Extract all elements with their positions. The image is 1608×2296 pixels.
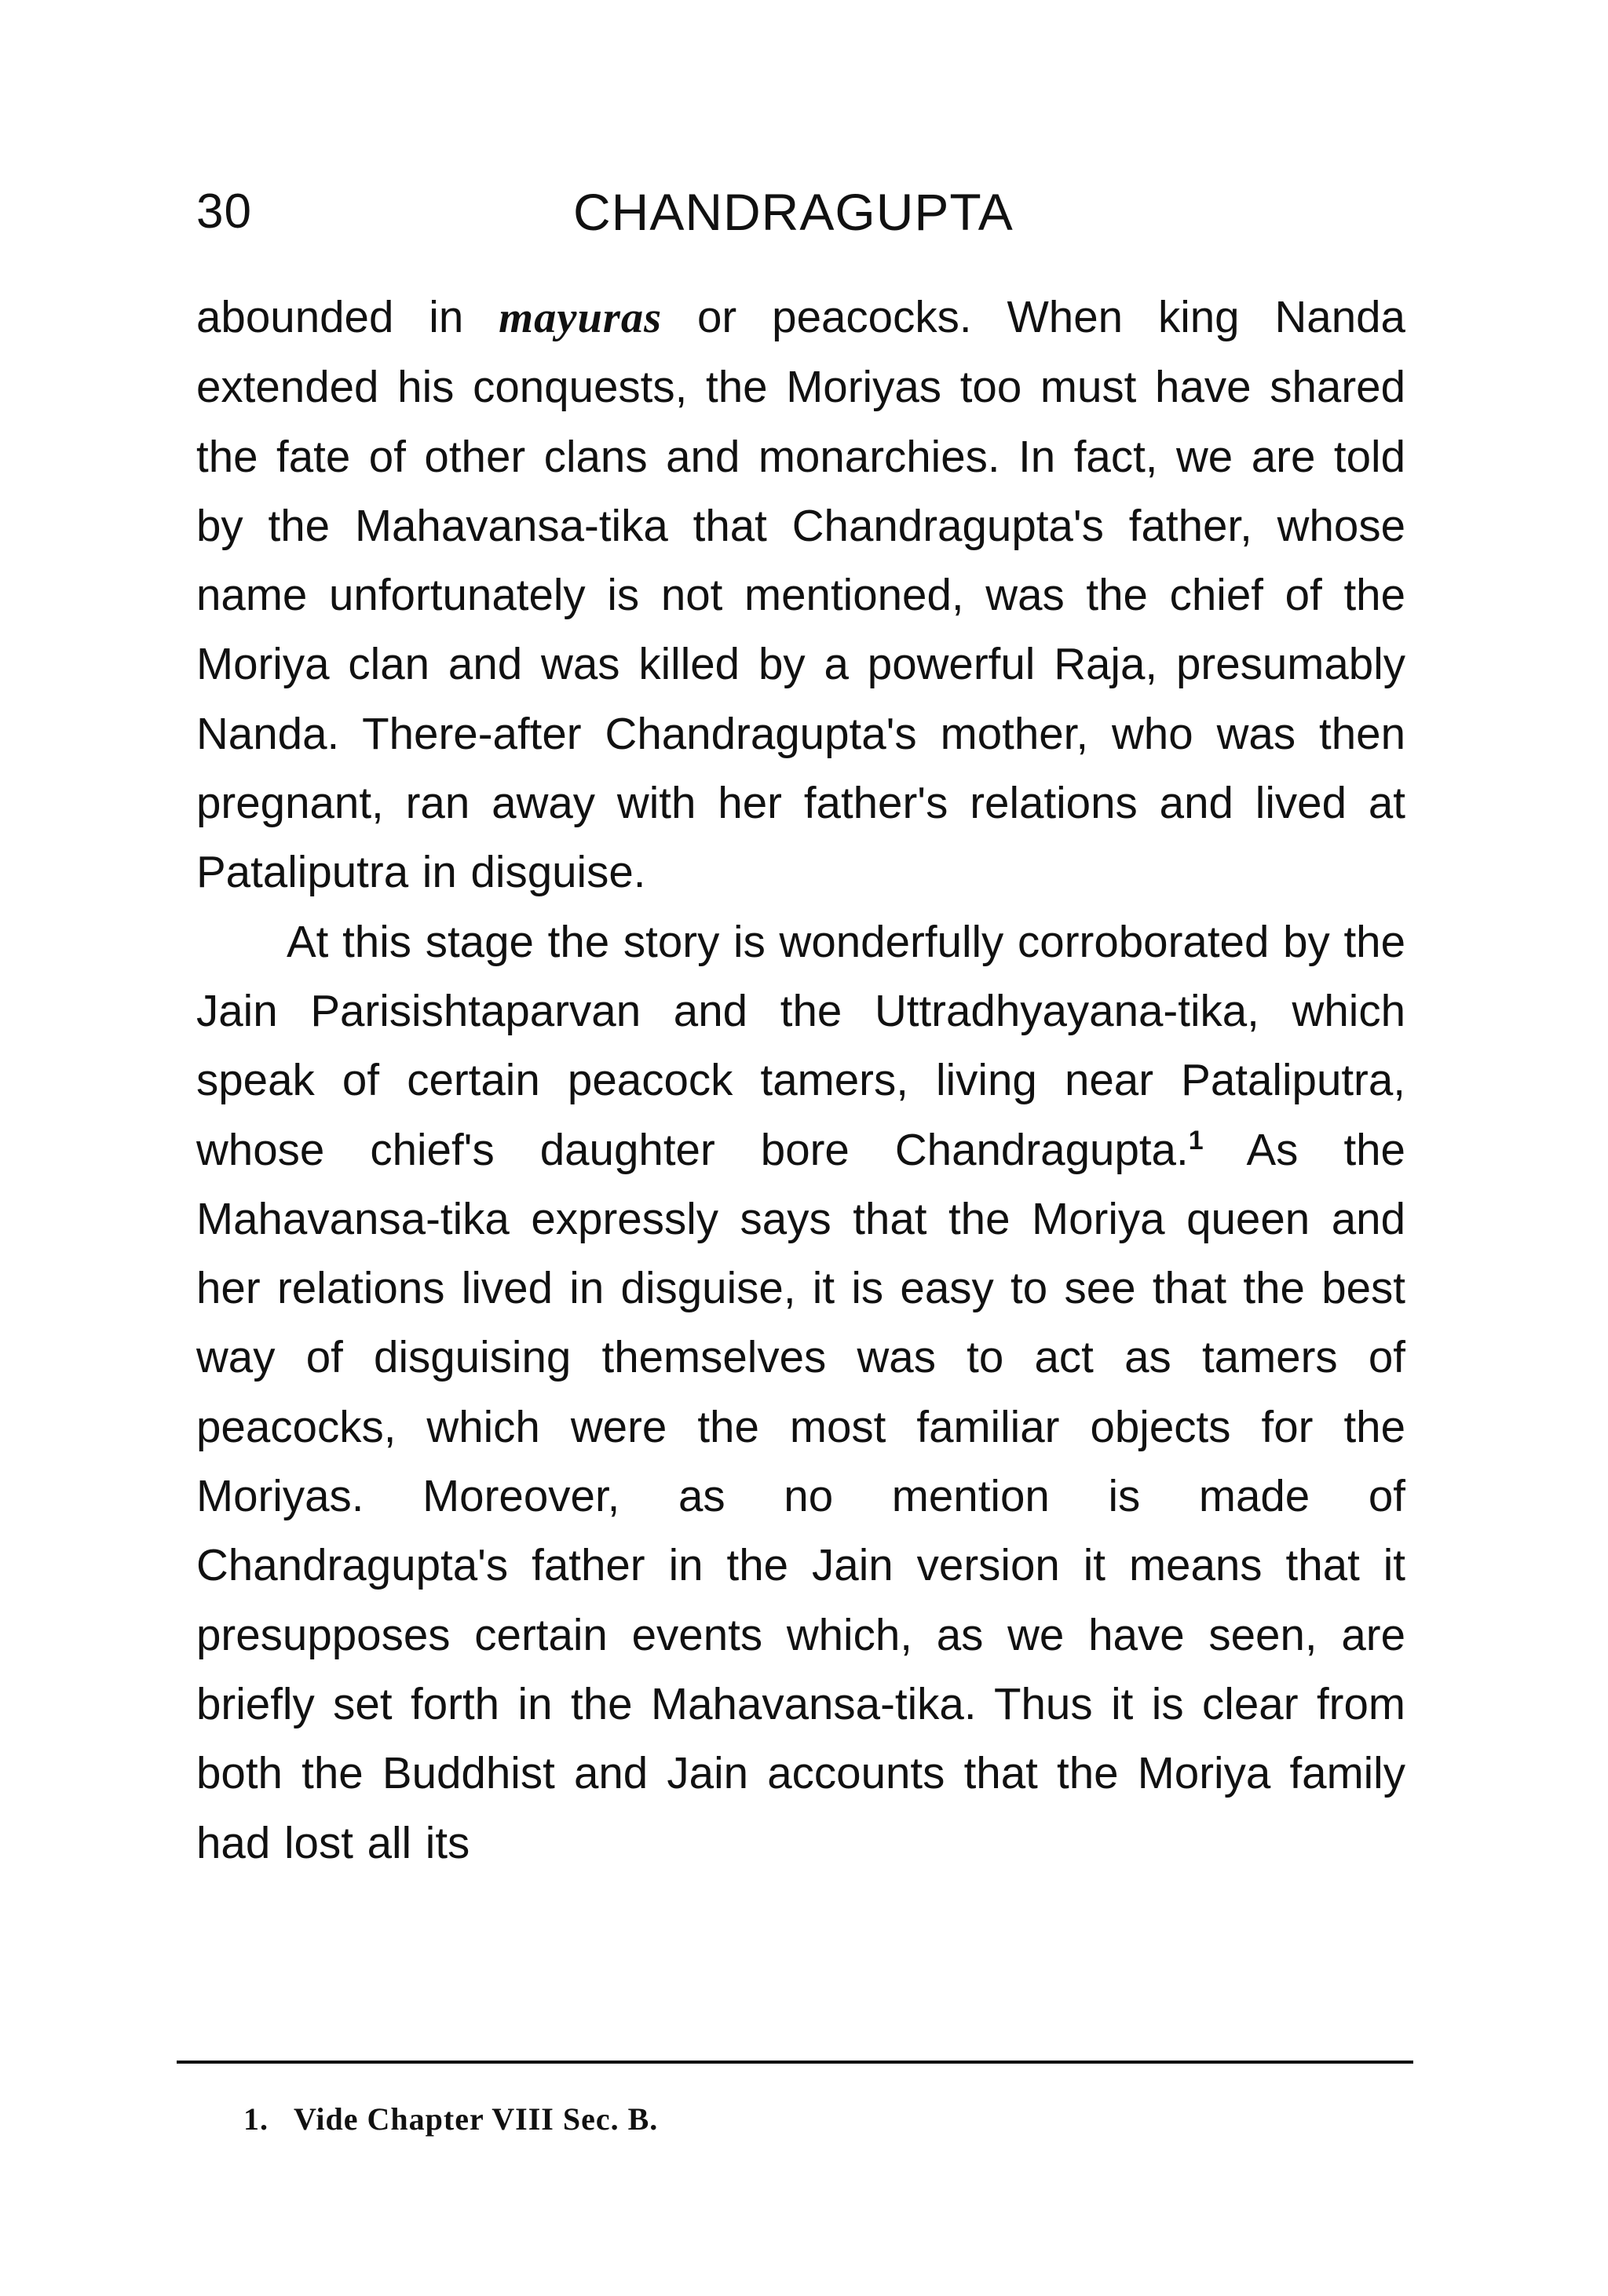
footnote-divider (177, 2061, 1413, 2064)
page-header (196, 177, 1405, 247)
running-title: CHANDRAGUPTA (573, 183, 1014, 241)
footnote-text: Vide Chapter VIII Sec. B. (294, 2101, 659, 2137)
page-number: 30 (196, 184, 252, 239)
italic-term: mayuras (499, 294, 663, 342)
paragraph-1-text-end: or peacocks. When king Nanda extended his conquests, the Moriyas too must have shared the fate of other clans and monarchies. In fact, we are told by the Mahavansa-tika that Chandragupta's father, whose name unfortunately is not mentioned, was the chief of the Moriya clan and was killed by a powerful Raja, presumably Nanda. There-after Chandragupta's mother, who was then pregnant, ran away with her father's relations and lived at Pataliputra in disguise. (196, 292, 1405, 897)
paragraph-2 (196, 907, 1405, 1878)
footnote (243, 2096, 658, 2143)
footnote-reference: 1 (1188, 1125, 1204, 1155)
body-text (196, 283, 1405, 1878)
paragraph-2-text-start: At this stage the story is wonderfully corroborated by the Jain Parisishtaparvan and the Uttradhyayana-tika, which speak of certain peacock tamers, living near Pataliputra, whose chief's daughter bore Chandragupta. (196, 916, 1405, 1174)
paragraph-2-text-end: As the Mahavansa-tika expressly says that the Moriya queen and her relations lived in disguise, it is easy to see that the best way of disguising themselves was to act as tamers of peacocks, which were the most familiar objects for the Moriyas. Moreover, as no mention is made of Chandragupta's father in the Jain version it means that it presupposes certain events which, as we have seen, are briefly set forth in the Mahavansa-tika. Thus it is clear from both the Buddhist and Jain accounts that the Moriya family had lost all its (196, 1124, 1405, 1867)
paragraph-1-text-start: abounded in (196, 292, 499, 341)
paragraph-1 (196, 283, 1405, 907)
footnote-number: 1. (243, 2101, 269, 2137)
